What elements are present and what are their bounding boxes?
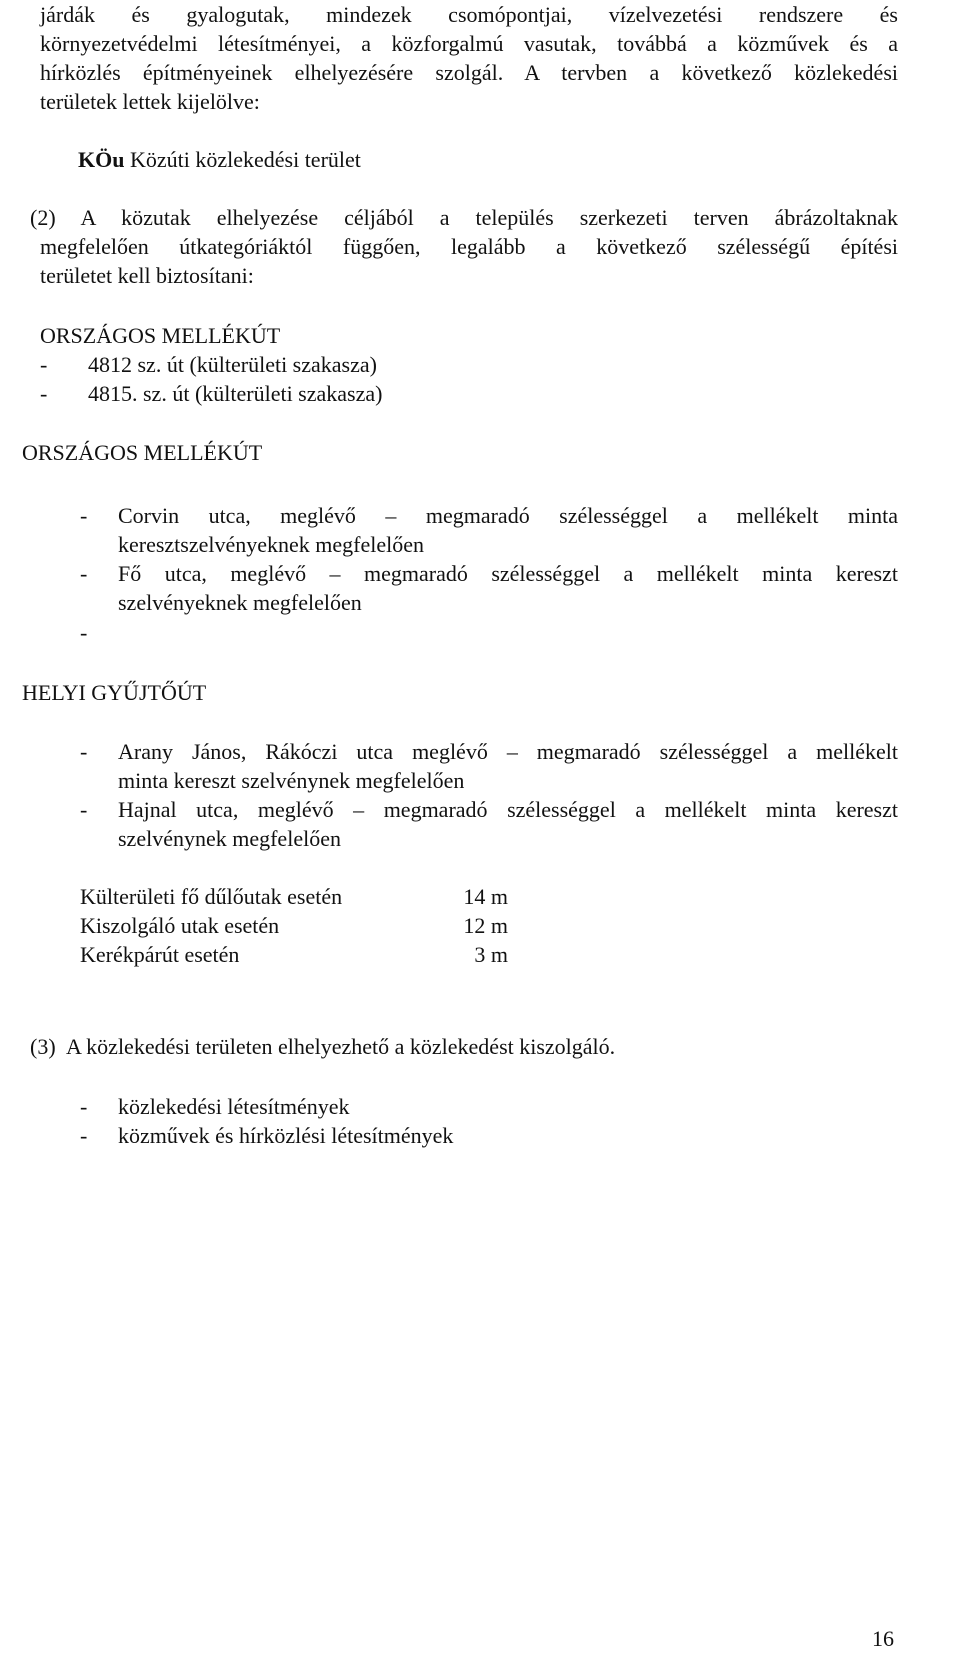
kou-line <box>78 147 361 173</box>
section4-dash-2: - <box>80 1123 88 1148</box>
kou-label: Közúti közlekedési terület <box>129 147 361 172</box>
section1-dash-2: - <box>40 381 48 406</box>
intro-line-4: területek lettek kijelölve: <box>40 89 260 114</box>
width-value-1: 14 m <box>463 884 508 909</box>
section3-item1-line1: Arany János, Rákóczi utca meglévő – megmaradó szélességgel a mellékelt <box>118 739 898 764</box>
section3-item2-line2: szelvénynek megfelelően <box>118 826 341 851</box>
para3-text: A közlekedési területen elhelyezhető a közlekedést kiszolgáló. <box>66 1034 616 1059</box>
intro-line-3: hírközlés építményeinek elhelyezésére szolgál. A tervben a következő közlekedési <box>40 60 898 85</box>
width-label-3: Kerékpárút esetén <box>80 942 240 967</box>
width-label-1: Külterületi fő dűlőutak esetén <box>80 884 343 909</box>
para2-line-3: területet kell biztosítani: <box>40 263 254 288</box>
section4-dash-1: - <box>80 1094 88 1119</box>
width-value-2: 12 m <box>463 913 508 938</box>
kou-code: KÖu <box>78 147 125 172</box>
para2-line-2: megfelelően útkategóriáktól függően, legalább a következő szélességű építési <box>40 234 898 259</box>
section2-dash-3: - <box>80 620 88 645</box>
section2-dash-1: - <box>80 503 88 528</box>
section3-item2-line1: Hajnal utca, meglévő – megmaradó szélességgel a mellékelt minta kereszt <box>118 797 898 822</box>
section1-heading: ORSZÁGOS MELLÉKÚT <box>40 323 281 348</box>
page-number: 16 <box>872 1626 894 1651</box>
intro-line-1: járdák és gyalogutak, mindezek csomópontjai, vízelvezetési rendszere és <box>40 2 898 27</box>
section3-item1-line2: minta kereszt szelvénynek megfelelően <box>118 768 465 793</box>
section4-item-1: közlekedési létesítmények <box>118 1094 350 1119</box>
width-label-2: Kiszolgáló utak esetén <box>80 913 280 938</box>
section4-item-2: közművek és hírközlési létesítmények <box>118 1123 454 1148</box>
section1-dash-1: - <box>40 352 48 377</box>
section2-item2-line2: szelvényeknek megfelelően <box>118 590 362 615</box>
section2-dash-2: - <box>80 561 88 586</box>
section1-item-2: 4815. sz. út (külterületi szakasza) <box>88 381 383 406</box>
width-value-3: 3 m <box>474 942 508 967</box>
section2-item2-line1: Fő utca, meglévő – megmaradó szélességgel a mellékelt minta kereszt <box>118 561 898 586</box>
section1-item-1: 4812 sz. út (külterületi szakasza) <box>88 352 377 377</box>
para2-line-1: (2) A közutak elhelyezése céljából a település szerkezeti terven ábrázoltaknak <box>30 205 898 230</box>
section3-dash-2: - <box>80 797 88 822</box>
section3-dash-1: - <box>80 739 88 764</box>
section2-item1-line1: Corvin utca, meglévő – megmaradó szélességgel a mellékelt minta <box>118 503 898 528</box>
section3-heading: HELYI GYŰJTŐÚT <box>22 680 207 705</box>
section2-heading: ORSZÁGOS MELLÉKÚT <box>22 440 263 465</box>
para3-number: (3) <box>30 1034 56 1059</box>
intro-line-2: környezetvédelmi létesítményei, a közforgalmú vasutak, továbbá a közművek és a <box>40 31 898 56</box>
section2-item1-line2: keresztszelvényeknek megfelelően <box>118 532 425 557</box>
